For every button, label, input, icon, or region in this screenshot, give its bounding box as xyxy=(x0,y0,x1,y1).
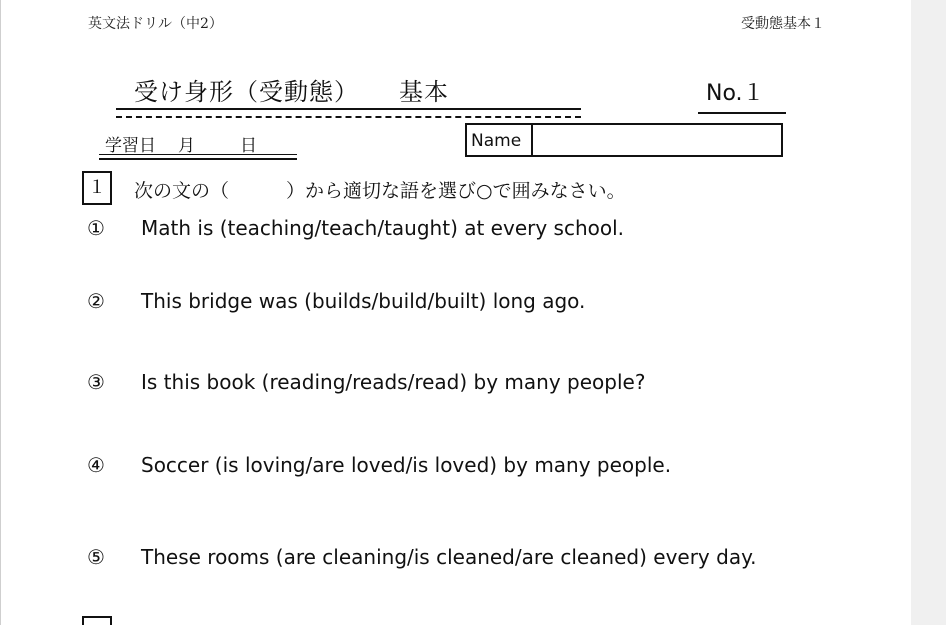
viewer-background xyxy=(911,0,946,625)
section-instruction: 次の文の（ ）から適切な語を選び○で囲みなさい。 xyxy=(134,180,626,202)
date-label: 学習日 xyxy=(105,136,156,156)
study-date xyxy=(105,131,257,156)
title-main: 受け身形（受動態） xyxy=(134,78,359,106)
section-number-1: １ xyxy=(82,171,112,205)
name-field[interactable] xyxy=(533,125,781,155)
question-text: Soccer (is loving/are loved/is loved) by many people. xyxy=(141,453,672,477)
title-sub: 基本 xyxy=(399,78,449,106)
worksheet-number: No.１ xyxy=(706,81,765,106)
question-text: These rooms (are cleaning/is cleaned/are cleaned) every day. xyxy=(141,545,757,569)
question-number: ③ xyxy=(87,370,105,394)
page-title xyxy=(134,72,449,107)
name-label: Name xyxy=(467,125,533,155)
number-underline xyxy=(698,112,786,114)
question-number: ② xyxy=(87,289,105,313)
question-2 xyxy=(87,289,585,313)
name-box xyxy=(465,123,783,157)
section-number-2 xyxy=(82,616,112,625)
question-3 xyxy=(87,370,645,394)
date-day: 日 xyxy=(240,136,257,156)
question-text: Is this book (reading/reads/read) by many people? xyxy=(141,370,646,394)
question-4 xyxy=(87,453,671,477)
question-text: Math is (teaching/teach/taught) at every school. xyxy=(141,216,625,240)
header-series-title: 英文法ドリル（中2） xyxy=(88,16,223,32)
question-number: ① xyxy=(87,216,105,240)
header-worksheet-id: 受動態基本１ xyxy=(741,16,825,32)
question-text: This bridge was (builds/build/built) long ago. xyxy=(141,289,586,313)
question-number: ⑤ xyxy=(87,545,105,569)
date-underline xyxy=(99,154,297,160)
title-underline xyxy=(116,108,581,118)
date-month: 月 xyxy=(178,136,195,156)
question-1 xyxy=(87,216,624,240)
question-number: ④ xyxy=(87,453,105,477)
question-5 xyxy=(87,545,756,569)
